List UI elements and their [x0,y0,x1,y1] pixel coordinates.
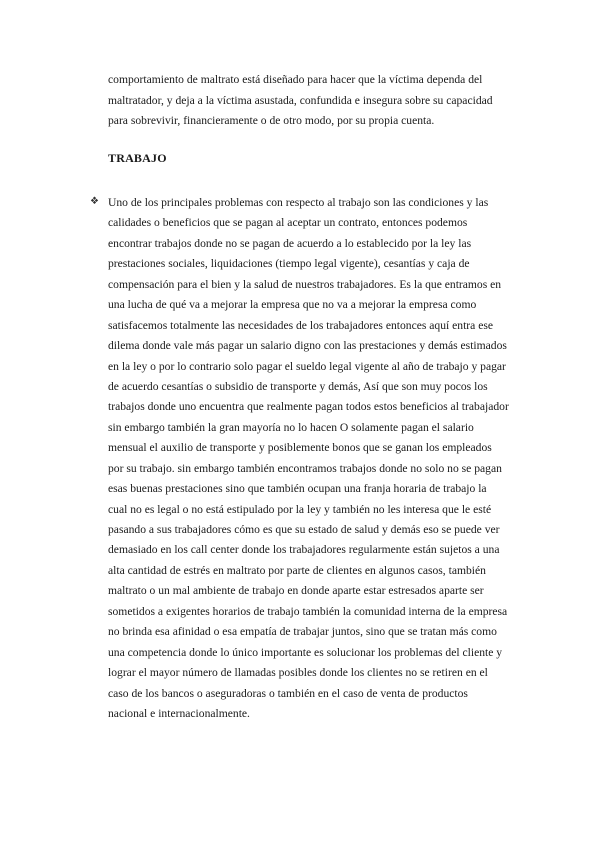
bullet-text [108,193,528,724]
text-line: satisfacemos totalmente las necesidades de los trabajadores entonces aquí entra ese [108,318,494,332]
text-line: Uno de los principales problemas con respecto al trabajo son las condiciones y las [108,196,489,209]
text-line: una lucha de qué va a mejorar la empresa que no va a mejorar la empresa como [108,298,477,312]
text-line: una competencia donde lo único importante es solucionar los problemas del cliente y [108,645,503,659]
text-line: no brinda esa afinidad o esa empatía de trabajar juntos, sino que se tratan más como [108,625,497,639]
text-line: maltrato o un mal ambiente de trabajo en donde aparte estar estresados aparte ser [108,584,484,598]
text-line: sin embargo también la gran mayoría no lo hacen O solamente pagan el salario [108,420,474,434]
text-line: calidades o beneficios que se pagan al aceptar un contrato, entonces podemos [108,216,468,230]
diamond-bullet-icon: ❖ [90,196,99,207]
text-line: en la ley o por lo contrario solo pagar el sueldo legal vigente al año de trabajo y pagar [108,359,506,373]
text-line: lograr el mayor número de llamadas posibles donde los clientes no se retiren en el [108,666,488,680]
text-line: trabajos donde uno encuentra que realmente pagan todos estos beneficios al trabajador [108,400,509,414]
text-line: por su trabajo. sin embargo también encontramos trabajos donde no solo no se pagan [108,461,502,475]
text-line: prestaciones sociales, liquidaciones (tiempo legal vigente), cesantías y caja de [108,257,470,271]
text-line: dilema donde vale más pagar un salario digno con las prestaciones y demás estimados [108,339,507,353]
text-line: demasiado en los call center donde los trabajadores regularmente están sujetos a una [108,543,500,557]
intro-paragraph [108,70,528,132]
text-line: comportamiento de maltrato está diseñado para hacer que la víctima dependa del [108,73,483,86]
text-line: cual no es legal o no está estipulado por la ley y también no les interesa que le esté [108,502,492,516]
text-line: de acuerdo cesantías o subsidio de transporte y demás, Así que son muy pocos los [108,379,488,393]
text-line: nacional e internacionalmente. [108,706,250,720]
text-line: para sobrevivir, financieramente o de otro modo, por su propia cuenta. [108,114,435,128]
text-line: pasando a sus trabajadores cómo es que su estado de salud y demás eso se puede ver [108,523,500,536]
section-heading: TRABAJO [108,151,167,165]
text-line: caso de los bancos o aseguradoras o también en el caso de venta de productos [108,686,468,700]
text-line: maltratador, y deja a la víctima asustada, confundida e insegura sobre su capacidad [108,93,493,107]
text-line: esas buenas prestaciones sino que también ocupan una franja horaria de trabajo la [108,482,487,496]
text-line: encontrar trabajos donde no se pagan de acuerdo a lo establecido por la ley las [108,236,472,250]
text-line: mensual el auxilio de transporte y posiblemente bonos que se ganan los empleados [108,441,492,455]
text-line: alta cantidad de estrés en maltrato por parte de clientes en algunos casos, también [108,563,486,577]
text-line: sometidos a exigentes horarios de trabajo también la comunidad interna de la empresa [108,604,508,618]
text-line: compensación para el bien y la salud de nuestros trabajadores. Es la que entramos en [108,277,502,291]
